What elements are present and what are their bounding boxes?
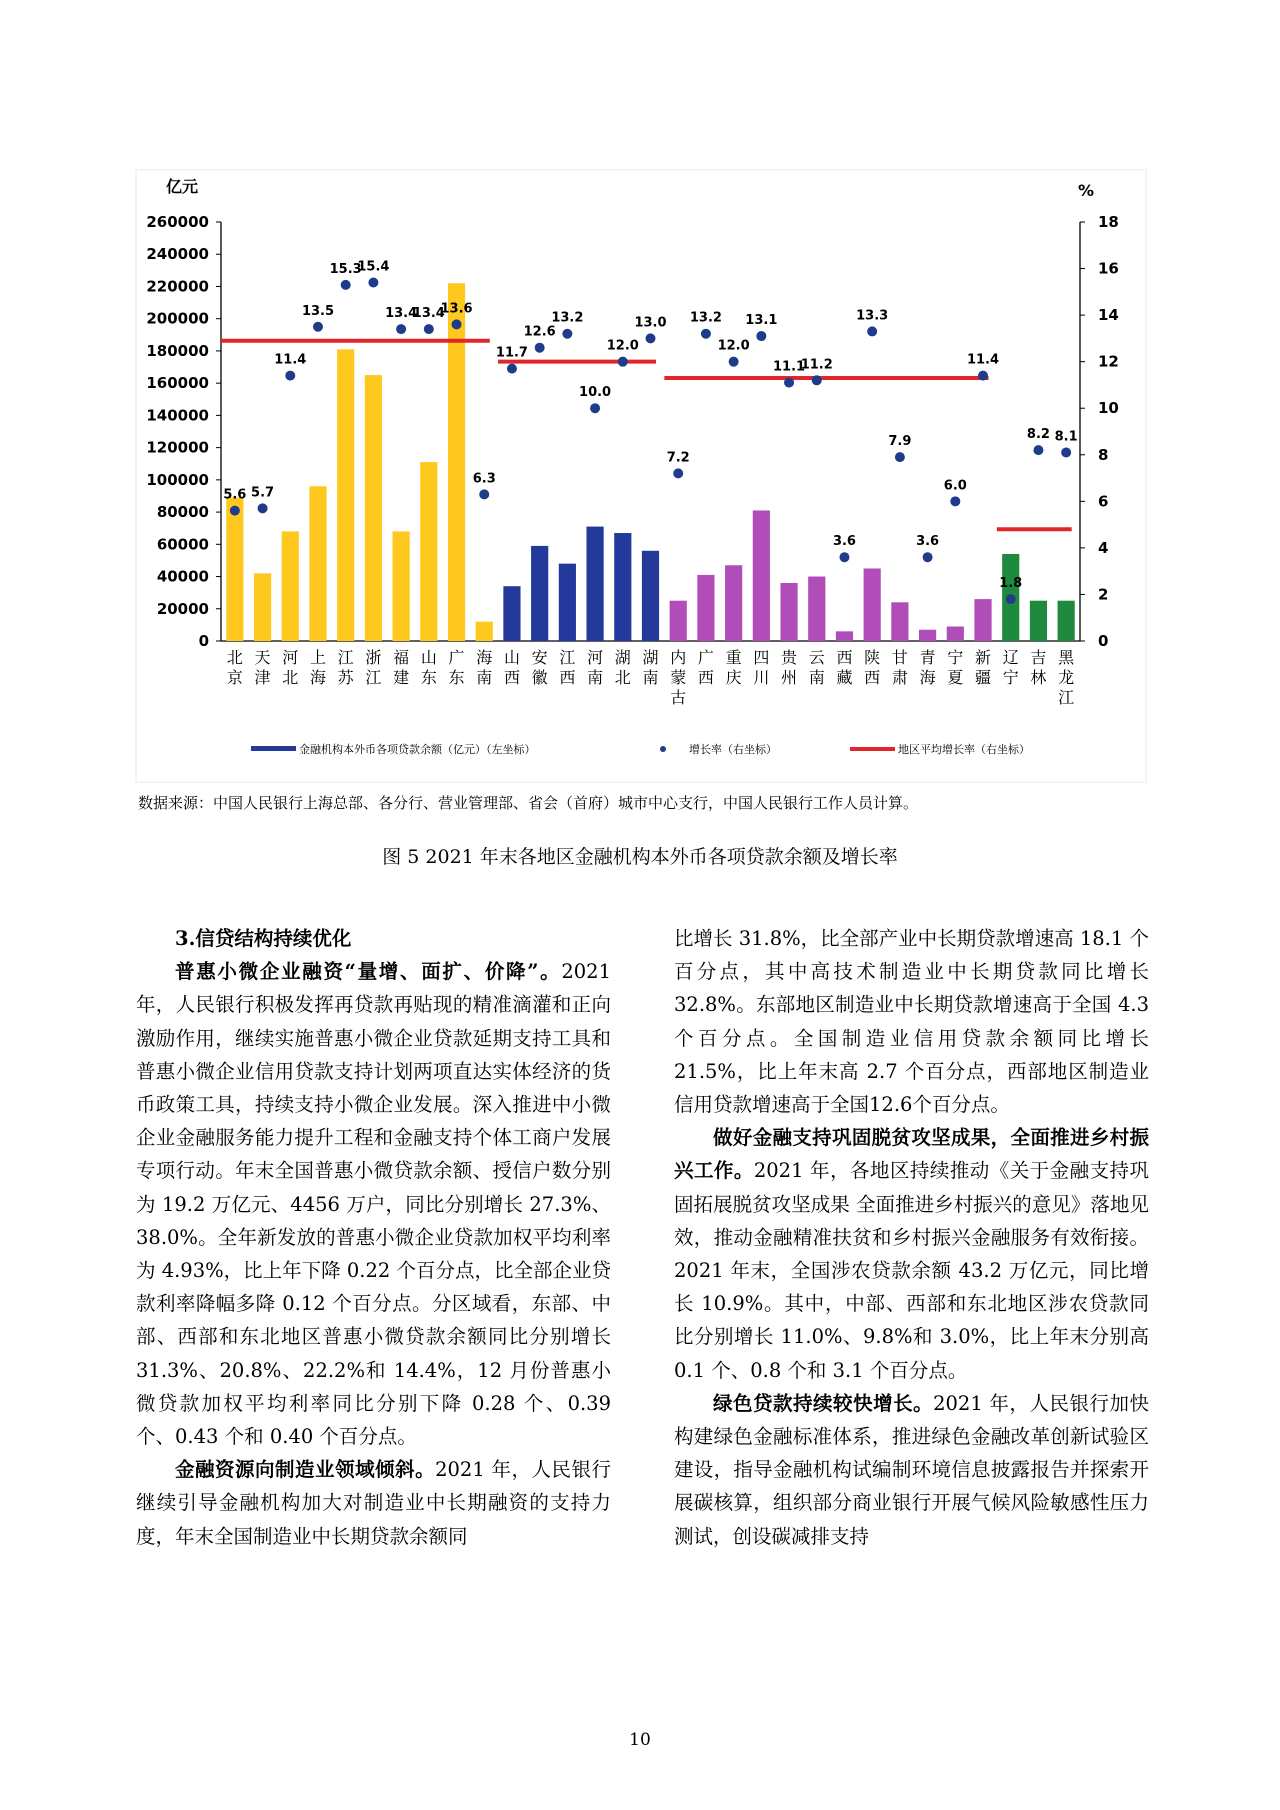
growth-dot [1006, 594, 1016, 604]
bar [753, 510, 770, 641]
growth-dot [230, 506, 240, 516]
growth-dot [535, 343, 545, 353]
bar [697, 575, 714, 641]
growth-dot [368, 278, 378, 288]
right-tick-label: 6 [1098, 492, 1109, 511]
left-column [136, 922, 611, 1553]
growth-label: 3.6 [832, 534, 856, 550]
right-tick-label: 8 [1098, 445, 1109, 464]
category-label: 津 [254, 668, 271, 687]
growth-dot [923, 552, 933, 562]
category-label: 陕 [864, 648, 881, 667]
category-label: 宁 [947, 648, 964, 667]
category-label: 建 [393, 668, 410, 687]
growth-dot [258, 503, 268, 513]
growth-dot [396, 324, 406, 334]
growth-label: 13.6 [440, 301, 473, 317]
right-tick-label: 0 [1098, 632, 1109, 650]
category-label: 四 [753, 648, 770, 667]
right-tick-label: 14 [1098, 306, 1119, 325]
growth-label: 6.0 [943, 478, 967, 494]
left-tick-label: 0 [198, 632, 209, 650]
right-tick-label: 16 [1098, 259, 1119, 278]
legend-dot-label: 增长率（右坐标） [689, 743, 777, 756]
right-axis-unit: % [1078, 181, 1095, 200]
growth-dot [285, 371, 295, 381]
left-tick-label: 40000 [156, 567, 209, 586]
left-tick-label: 260000 [146, 213, 209, 231]
category-label: 苏 [337, 668, 354, 687]
chart-frame [136, 170, 1146, 782]
category-label: 北 [226, 648, 243, 667]
growth-label: 11.2 [800, 357, 833, 373]
left-tick-label: 60000 [156, 535, 209, 554]
bar [531, 546, 548, 641]
growth-label: 3.6 [916, 534, 940, 550]
growth-dot [867, 326, 877, 336]
bar [919, 630, 936, 641]
left-tick-label: 140000 [146, 406, 209, 425]
category-label: 海 [309, 668, 326, 687]
category-label: 宁 [1002, 668, 1019, 687]
category-label: 安 [531, 648, 548, 667]
category-label: 东 [420, 668, 437, 687]
category-label: 川 [753, 668, 770, 687]
bar [1030, 601, 1047, 641]
category-label: 林 [1030, 668, 1047, 687]
growth-dot [839, 552, 849, 562]
category-label: 北 [282, 668, 299, 687]
bar [448, 283, 465, 641]
growth-dot [479, 489, 489, 499]
right-tick-label: 12 [1098, 352, 1119, 371]
bar [780, 583, 797, 641]
category-label: 浙 [365, 648, 382, 667]
left-tick-label: 220000 [146, 277, 209, 296]
category-label: 州 [781, 668, 798, 687]
bar [836, 631, 853, 641]
bar [864, 568, 881, 641]
category-label: 南 [808, 668, 825, 687]
paragraph-manufacturing-cont: 比增长 31.8%，比全部产业中长期贷款增速高 18.1 个百分点，其中高技术制造业中长期贷款同比增长 32.8%。东部地区制造业中长期贷款增速高于全国 4.3 个百分点。全国制造业信用贷款余额同比增长 21.5%，比上年末高 2.7 个百分点，西部地区制造业信用贷款增速高于全国12.6个百分点。 [674, 927, 1149, 1117]
right-tick-label: 2 [1098, 585, 1109, 604]
legend-line-label: 地区平均增长率（右坐标） [898, 743, 1030, 756]
growth-label: 11.7 [495, 345, 528, 361]
category-label: 庆 [725, 668, 742, 687]
growth-dot [590, 403, 600, 413]
figure-caption: 图 5 2021 年末各地区金融机构本外币各项贷款余额及增长率 [382, 846, 898, 868]
left-tick-label: 240000 [146, 245, 209, 264]
bar [559, 564, 576, 641]
category-label: 新 [975, 648, 992, 667]
left-tick-label: 180000 [146, 341, 209, 360]
legend-bar-label: 金融机构本外币各项贷款余额（亿元）（左坐标） [299, 743, 536, 756]
category-label: 西 [836, 648, 853, 667]
category-label: 藏 [836, 668, 853, 687]
left-axis-unit: 亿元 [166, 177, 199, 196]
bar [891, 602, 908, 641]
growth-label: 12.6 [523, 324, 556, 340]
growth-dot [452, 319, 462, 329]
bar [974, 599, 991, 641]
bar [365, 375, 382, 641]
right-tick-label: 4 [1098, 538, 1109, 557]
category-label: 江 [337, 648, 354, 667]
growth-dot [978, 371, 988, 381]
page-number: 10 [629, 1730, 651, 1750]
category-label: 东 [448, 668, 465, 687]
category-label: 徽 [531, 668, 548, 687]
growth-label: 13.4 [412, 306, 445, 322]
growth-label: 11.4 [966, 352, 1000, 368]
chart-legend [251, 742, 1030, 756]
growth-label: 13.1 [745, 313, 778, 329]
growth-label: 8.2 [1026, 427, 1050, 443]
left-tick-label: 200000 [146, 309, 209, 328]
bar [337, 349, 354, 641]
growth-dot [618, 357, 628, 367]
growth-dot [895, 452, 905, 462]
growth-label: 15.4 [357, 259, 390, 275]
growth-dot [313, 322, 323, 332]
bar [393, 531, 410, 641]
bar [476, 622, 493, 641]
category-label: 京 [226, 668, 243, 687]
category-label: 蒙 [670, 668, 687, 687]
category-label: 河 [587, 648, 604, 667]
category-label: 甘 [891, 648, 908, 667]
bar [725, 565, 742, 641]
category-label: 北 [614, 668, 631, 687]
paragraph-rural-revitalization: 做好金融支持巩固脱贫攻坚成果，全面推进乡村振兴工作。2021 年，各地区持续推动《关于金融支持巩固拓展脱贫攻坚成果 全面推进乡村振兴的意见》落地见效，推动金融精准扶贫和乡村振兴金融服务有效衔接。2021 年末，全国涉农贷款余额 43.2 万亿元，同比增长 10.9%。其中，中部、西部和东北地区涉农贷款同比分别增长 11.0%、9.8%和 3.0%，比上年末分别高 0.1 个、0.8 个和 3.1 个百分点。 [674, 1126, 1149, 1382]
category-label: 重 [725, 648, 742, 667]
category-label: 山 [420, 648, 437, 667]
right-column [674, 922, 1149, 1553]
category-label: 湖 [642, 648, 659, 667]
bar [670, 601, 687, 641]
growth-dot [950, 496, 960, 506]
category-label: 西 [559, 668, 576, 687]
bar [309, 486, 326, 641]
growth-label: 8.1 [1054, 429, 1078, 445]
growth-dot [424, 324, 434, 334]
left-tick-label: 160000 [146, 374, 209, 393]
growth-dot [756, 331, 766, 341]
category-label: 内 [670, 648, 687, 667]
growth-dot [341, 280, 351, 290]
growth-label: 7.9 [888, 434, 912, 450]
category-label: 山 [503, 648, 520, 667]
category-label: 黑 [1058, 648, 1075, 667]
category-label: 天 [254, 648, 271, 667]
bar [614, 533, 631, 641]
category-label: 云 [808, 648, 825, 667]
category-label: 辽 [1002, 648, 1019, 667]
growth-label: 13.5 [301, 303, 335, 319]
loan-balance-growth-chart [0, 0, 1280, 790]
category-label: 江 [1058, 688, 1075, 707]
bar [586, 527, 603, 641]
growth-label: 11.4 [274, 352, 307, 368]
paragraph-green-loans: 绿色贷款持续较快增长。2021 年，人民银行加快构建绿色金融标准体系，推进绿色金融改革创新试验区建设，指导金融机构试编制环境信息披露报告并探索开展碳核算，组织部分商业银行开展气候风险敏感性压力测试，创设碳减排支持 [674, 1391, 1149, 1548]
growth-label: 12.0 [606, 338, 639, 354]
bar [642, 551, 659, 641]
bar [282, 531, 299, 641]
growth-dot [1061, 447, 1071, 457]
category-label: 河 [282, 648, 299, 667]
category-label: 湖 [614, 648, 631, 667]
left-tick-label: 80000 [156, 503, 209, 522]
growth-dot [1033, 445, 1043, 455]
growth-label: 13.0 [634, 315, 667, 331]
growth-dot [673, 468, 683, 478]
category-label: 广 [448, 648, 465, 667]
growth-label: 10.0 [579, 385, 612, 401]
category-label: 海 [476, 648, 493, 667]
section-heading: 3.信贷结构持续优化 [175, 927, 352, 950]
growth-label: 6.3 [472, 471, 496, 487]
paragraph-inclusive-finance: 普惠小微企业融资“量增、面扩、价降”。2021 年，人民银行积极发挥再贷款再贴现的精准滴灌和正向激励作用，继续实施普惠小微企业贷款延期支持工具和普惠小微企业信用贷款支持计划两项直达实体经济的货币政策工具，持续支持小微企业发展。深入推进中小微企业金融服务能力提升工程和金融支持个体工商户发展专项行动。年末全国普惠小微贷款余额、授信户数分别为 19.2 万亿元、4456 万户，同比分别增长 27.3%、38.0%。全年新发放的普惠小微企业贷款加权平均利率为 4.93%，比上年下降 0.22 个百分点，比全部企业贷款利率降幅多降 0.12 个百分点。分区域看，东部、中部、西部和东北地区普惠小微贷款余额同比分别增长 31.3%、20.8%、22.2%和 14.4%，12 月份普惠小微贷款加权平均利率同比分别下降 0.28 个、0.39 个、0.43 个和 0.40 个百分点。 [136, 960, 611, 1449]
category-label: 江 [559, 648, 576, 667]
bar [808, 577, 825, 641]
bar [226, 498, 243, 641]
category-label: 南 [476, 668, 493, 687]
category-label: 福 [393, 648, 410, 667]
category-label: 龙 [1058, 668, 1075, 687]
legend-bar-swatch [251, 746, 296, 751]
source-note: 数据来源：中国人民银行上海总部、各分行、营业管理部、省会（首府）城市中心支行，中国人民银行工作人员计算。 [138, 794, 919, 812]
growth-dot [646, 333, 656, 343]
growth-label: 12.0 [717, 338, 750, 354]
category-label: 广 [697, 648, 714, 667]
category-label: 青 [919, 648, 936, 667]
category-label: 西 [864, 668, 881, 687]
growth-label: 11.1 [773, 359, 806, 375]
category-label: 贵 [781, 648, 798, 667]
left-tick-label: 120000 [146, 438, 209, 457]
category-label: 江 [365, 668, 382, 687]
category-label: 肃 [891, 668, 908, 687]
right-tick-label: 10 [1098, 399, 1119, 418]
category-label: 海 [919, 668, 936, 687]
growth-dot [701, 329, 711, 339]
category-label: 夏 [947, 668, 964, 687]
category-label: 上 [309, 648, 326, 667]
growth-dot [562, 329, 572, 339]
growth-label: 7.2 [666, 450, 690, 466]
category-label: 西 [697, 668, 714, 687]
bar [1058, 601, 1075, 641]
growth-label: 1.8 [999, 576, 1023, 592]
growth-label: 5.6 [223, 487, 247, 503]
left-tick-label: 20000 [156, 599, 209, 618]
growth-label: 13.2 [551, 310, 584, 326]
legend-dot-swatch [660, 746, 666, 752]
growth-dot [507, 364, 517, 374]
growth-label: 13.4 [385, 306, 418, 322]
growth-label: 5.7 [251, 485, 275, 501]
category-label: 南 [642, 668, 659, 687]
category-label: 疆 [975, 668, 992, 687]
growth-dot [729, 357, 739, 367]
paragraph-manufacturing: 金融资源向制造业领域倾斜。2021 年，人民银行继续引导金融机构加大对制造业中长期融资的支持力度，年末全国制造业中长期贷款余额同 [136, 1458, 611, 1548]
growth-dot [784, 378, 794, 388]
growth-label: 15.3 [329, 261, 362, 277]
bar [503, 586, 520, 641]
growth-label: 13.2 [689, 310, 722, 326]
right-tick-label: 18 [1098, 213, 1119, 231]
category-label: 吉 [1030, 648, 1047, 667]
category-label: 西 [503, 668, 520, 687]
growth-dot [812, 375, 822, 385]
bar [420, 462, 437, 641]
bar [254, 573, 271, 641]
left-tick-label: 100000 [146, 470, 209, 489]
growth-label: 13.3 [856, 308, 889, 324]
category-label: 古 [670, 688, 687, 707]
bar [947, 626, 964, 641]
category-label: 南 [587, 668, 604, 687]
